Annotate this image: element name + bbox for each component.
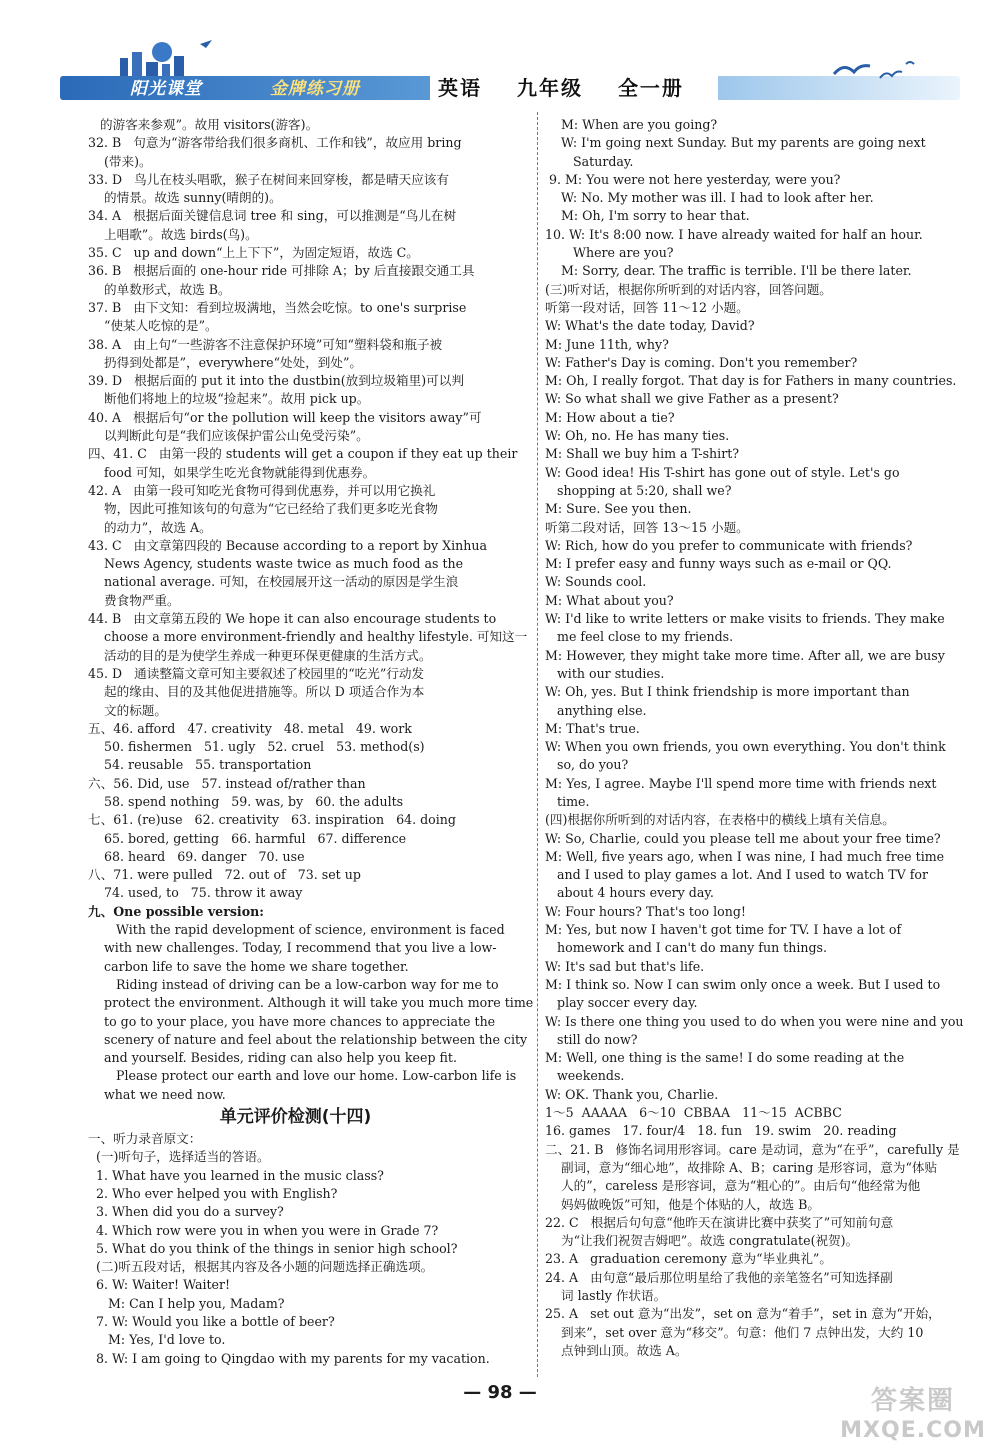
text-line: M: Well, one thing is the same! I do some reading at the [545, 1050, 905, 1066]
text-line: 16. games 17. four/4 18. fun 19. swim 20. reading [545, 1123, 897, 1139]
text-line: 65. bored, getting 66. harmful 67. difference [88, 830, 407, 846]
text-line: 42. A 由第一段可知吃光食物可得到优惠券，并可以用它换礼 [88, 482, 436, 498]
text-line: Riding instead of driving can be a low-carbon way for me to [88, 976, 499, 992]
text-line: “使某人吃惊的是”。 [88, 318, 218, 334]
text-line: 6. W: Waiter! Waiter! [88, 1277, 231, 1293]
text-line: weekends. [545, 1068, 625, 1084]
text-line: 35. C up and down“上上下下”，为固定短语，故选 C。 [88, 245, 419, 261]
text-line: M: What about you? [545, 592, 674, 608]
text-line: and I used to play games a lot. And I used to watch TV for [545, 867, 929, 883]
right-column [545, 116, 964, 1360]
text-line: about 4 hours every day. [545, 885, 714, 901]
text-line: protect the environment. Although it will take you much more time [88, 995, 534, 1011]
text-line: W: It's sad but that's life. [545, 958, 705, 974]
text-line: carbon life to save the home we share together. [88, 958, 409, 974]
text-line: M: Oh, I'm sorry to hear that. [545, 208, 750, 224]
text-line: 词 lastly 作状语。 [545, 1288, 667, 1303]
text-line: 40. A 根据后句“or the pollution will keep the visitors away”可 [88, 409, 482, 425]
text-line: W: Four hours? That's too long! [545, 903, 746, 919]
text-line: M: Sorry, dear. The traffic is terrible. I'll be there later. [545, 263, 912, 279]
text-line: 人的”，careless 是形容词，意为“粗心的”。由后句“他经常为他 [545, 1178, 921, 1194]
text-line: W: Oh, yes. But I think friendship is more important than [545, 684, 910, 700]
text-line: Saturday. [545, 153, 634, 169]
text-line: W: When you own friends, you own everything. You don't think [545, 739, 946, 755]
text-line: M: That's true. [545, 720, 640, 736]
text-line: 点钟到山顶。故选 A。 [545, 1342, 688, 1358]
text-line: 起的缘由、目的及其他促进措施等。所以 D 项适合作为本 [88, 684, 425, 700]
section-heading: 单元评价检测(十四) [219, 1107, 372, 1128]
text-line: M: Shall we buy him a T-shirt? [545, 446, 740, 462]
text-line: 54. reusable 55. transportation [88, 757, 312, 773]
text-line: what we need now. [88, 1086, 226, 1102]
text-line: 听第一段对话，回答 11～12 小题。 [545, 299, 749, 315]
text-line: 的动力”，故选 A。 [88, 519, 212, 535]
text-line: 68. heard 69. danger 70. use [88, 848, 305, 864]
text-line: M: Sure. See you then. [545, 501, 692, 517]
text-line: still do now? [545, 1031, 638, 1047]
watermark-bottom: MXQE.COM [840, 1418, 986, 1443]
text-line: 44. B 由文章第五段的 We hope it can also encourage students to [88, 611, 497, 627]
text-line: W: Father's Day is coming. Don't you remember? [545, 354, 858, 370]
text-line: 七、61. (re)use 62. creativity 63. inspiration 64. doing [88, 812, 456, 828]
text-line: W: Oh, no. He has many ties. [545, 428, 730, 444]
text-line: 副词，意为“细心地”，故排除 A、B；caring 是形容词，意为“体贴 [545, 1159, 938, 1175]
text-line: 文的标题。 [88, 702, 167, 718]
text-line: with new challenges. Today, I recommend that you live a low- [88, 940, 497, 956]
text-line: 以判断此句是“我们应该保护雷公山免受污染”。 [88, 428, 369, 444]
text-line: (四)根据你所听到的对话内容，在表格中的横线上填有关信息。 [545, 812, 895, 828]
text-line: W: So, Charlie, could you please tell me about your free time? [545, 830, 941, 846]
text-line: 38. A 由上句“一些游客不注意保护环境”可知“塑料袋和瓶子被 [88, 336, 443, 352]
text-line: (带来)。 [88, 153, 152, 169]
text-line: M: I prefer easy and funny ways such as e-mail or QQ. [545, 556, 892, 572]
text-line: M: I think so. Now I can swim only once a week. But I used to [545, 976, 941, 992]
text-line: 24. A 由句意“最后那位明星给了我他的亲笔签名”可知选择副 [545, 1269, 893, 1285]
text-line: with our studies. [545, 665, 665, 681]
watermark-logo [838, 1384, 988, 1448]
text-line: 1. What have you learned in the music class? [88, 1167, 384, 1183]
text-line: 五、46. afford 47. creativity 48. metal 49. work [88, 720, 412, 736]
text-line: News Agency, students waste twice as much food as the [88, 556, 464, 572]
text-line: M: Yes, I agree. Maybe I'll spend more time with friends next [545, 775, 937, 791]
text-line: M: When are you going? [545, 117, 718, 132]
text-line: 八、71. were pulled 72. out of 73. set up [88, 867, 361, 883]
text-line: 33. D 鸟儿在枝头唱歌，猴子在树间来回穿梭，都是晴天应该有 [88, 171, 449, 187]
text-line: 5. What do you think of the things in senior high school? [88, 1240, 458, 1256]
text-line: play soccer every day. [545, 995, 698, 1011]
text-line: 43. C 由文章第四段的 Because according to a report by Xinhua [88, 537, 487, 553]
birds-icon [830, 54, 920, 84]
page-header [60, 38, 960, 100]
text-line: 活动的目的是为使学生养成一种更环保更健康的生活方式。 [88, 647, 432, 663]
text-line: W: So what shall we give Father as a present? [545, 391, 839, 407]
text-line: 的游客来参观”。故用 visitors(游客)。 [88, 117, 319, 132]
text-line: Please protect our earth and love our home. Low-carbon life is [88, 1068, 517, 1084]
text-line: 39. D 根据后面的 put it into the dustbin(放到垃圾箱里)可以判 [88, 373, 464, 389]
text-line: 费食物严重。 [88, 592, 180, 608]
brand-subtitle: 金牌练习册 [270, 79, 360, 99]
text-line: shopping at 5:20, shall we? [545, 482, 732, 498]
text-line: W: Is there one thing you used to do when you were nine and you [545, 1013, 964, 1029]
text-line: anything else. [545, 702, 647, 718]
text-line: W: I'd like to write letters or make visits to friends. They make [545, 611, 945, 627]
text-line: M: However, they might take more time. After all, we are busy [545, 647, 945, 663]
text-line: M: Well, five years ago, when I was nine, I had much free time [545, 848, 945, 864]
subject-label: 英语 [438, 76, 482, 100]
text-line: 妈妈做晚饭”可知，他是个体贴的人，故选 B。 [545, 1196, 820, 1212]
text-line: M: How about a tie? [545, 409, 675, 425]
text-line: 7. W: Would you like a bottle of beer? [88, 1314, 335, 1329]
text-line: 36. B 根据后面的 one-hour ride 可排除 A；by 后直接跟交通工具 [88, 263, 475, 279]
text-line: 4. Which row were you in when you were in Grade 7? [88, 1222, 439, 1238]
text-line: 物，因此可推知该句的句意为“它已经给了我们更多吃光食物 [88, 501, 438, 517]
text-line: W: No. My mother was ill. I had to look after her. [545, 190, 874, 206]
text-line: (一)听句子，选择适当的答语。 [88, 1149, 270, 1165]
left-column [88, 116, 534, 1368]
text-line: 9. M: You were not here yesterday, were you? [545, 171, 841, 187]
text-line: 六、56. Did, use 57. instead of/rather than [88, 775, 366, 791]
text-line: With the rapid development of science, environment is faced [88, 922, 505, 938]
text-line: choose a more environment-friendly and healthy lifestyle. 可知这一 [88, 629, 528, 645]
watermark-top: 答案圈 [870, 1386, 955, 1416]
text-line: W: Rich, how do you prefer to communicate with friends? [545, 537, 913, 553]
text-line: 的单数形式，故选 B。 [88, 281, 231, 297]
grade-label: 九年级 [516, 76, 583, 100]
text-line: 九、One possible version: [88, 903, 264, 919]
text-line: 58. spend nothing 59. was, by 60. the adults [88, 793, 404, 809]
text-line: M: Can I help you, Madam? [88, 1295, 285, 1311]
text-line: W: Sounds cool. [545, 574, 647, 590]
text-line: 22. C 根据后句句意“他昨天在演讲比赛中获奖了”可知前句意 [545, 1214, 894, 1230]
text-line: M: Oh, I really forgot. That day is for Fathers in many countries. [545, 373, 957, 389]
text-line: 1～5 AAAAA 6～10 CBBAA 11～15 ACBBC [545, 1105, 842, 1121]
text-line: 上唱歌”。故选 birds(鸟)。 [88, 226, 258, 242]
text-line: 的情景。故选 sunny(晴朗的)。 [88, 190, 282, 206]
text-line: 50. fishermen 51. ugly 52. cruel 53. method(s) [88, 739, 425, 755]
text-line: time. [545, 793, 590, 809]
text-line: 到来”，set over 意为“移交”。句意：他们 7 点钟出发，大约 10 [545, 1324, 924, 1340]
text-line: M: Yes, I'd love to. [88, 1332, 226, 1348]
text-line: W: Good idea! His T-shirt has gone out of style. Let's go [545, 464, 900, 480]
text-line: M: June 11th, why? [545, 336, 669, 352]
text-line: W: OK. Thank you, Charlie. [545, 1086, 719, 1102]
text-line: 3. When did you do a survey? [88, 1204, 284, 1220]
text-line: W: I'm going next Sunday. But my parents are going next [545, 135, 926, 151]
text-line: food 可知，如果学生吃光食物就能得到优惠券。 [88, 464, 376, 480]
text-line: 37. B 由下文知：看到垃圾满地，当然会吃惊。to one's surprise [88, 299, 467, 315]
text-line: to go to your place, you have more chances to appreciate the [88, 1013, 496, 1029]
column-divider [537, 112, 538, 1377]
volume-label: 全一册 [617, 76, 684, 100]
text-line: (三)听对话，根据你所听到的对话内容，回答问题。 [545, 281, 832, 297]
text-line: 二、21. B 修饰名词用形容词。care 是动词，意为“在乎”，carefully 是 [545, 1141, 960, 1157]
text-line: 8. W: I am going to Qingdao with my parents for my vacation. [88, 1350, 490, 1366]
text-line: 一、听力录音原文： [88, 1131, 202, 1147]
text-line: 74. used, to 75. throw it away [88, 885, 303, 901]
text-line: 断他们将地上的垃圾“捡起来”。故用 pick up。 [88, 391, 370, 407]
text-line: homework and I can't do many fun things. [545, 940, 828, 956]
page-number: — 98 — [463, 1382, 537, 1403]
text-line: 扔得到处都是”，everywhere“处处，到处”。 [88, 354, 363, 370]
text-line: 45. D 通读整篇文章可知主要叙述了校园里的“吃光”行动发 [88, 665, 425, 681]
text-line: 四、41. C 由第一段的 students will get a coupon if they eat up their [88, 446, 518, 462]
text-line: 听第二段对话，回答 13～15 小题。 [545, 519, 749, 535]
text-line: 34. A 根据后面关键信息词 tree 和 sing，可以推测是“鸟儿在树 [88, 208, 457, 224]
text-line: national average. 可知，在校园展开这一活动的原因是学生浪 [88, 574, 459, 590]
book-meta [430, 72, 718, 101]
text-line: 为“让我们祝贺吉姆吧”。故选 congratulate(祝贺)。 [545, 1233, 859, 1249]
text-line: me feel close to my friends. [545, 629, 734, 645]
text-line: 2. Who ever helped you with English? [88, 1185, 338, 1201]
text-line: 25. A set out 意为“出发”，set on 意为“着手”，set in 意为“开始， [545, 1306, 941, 1322]
text-line: M: Yes, but now I haven't got time for TV. I have a lot of [545, 922, 902, 938]
text-line: 10. W: It's 8:00 now. I have already waited for half an hour. [545, 226, 923, 242]
text-line: scenery of nature and feel about the relationship between the city [88, 1031, 528, 1047]
text-line: 32. B 句意为“游客带给我们很多商机、工作和钱”，故应用 bring [88, 135, 462, 151]
brand-title: 阳光课堂 [130, 79, 202, 99]
text-line: so, do you? [545, 757, 629, 773]
text-line: (二)听五段对话，根据其内容及各小题的问题选择正确选项。 [88, 1259, 434, 1275]
text-line: Where are you? [545, 245, 674, 261]
text-line: W: What's the date today, David? [545, 318, 755, 334]
text-line: 23. A graduation ceremony 意为“毕业典礼”。 [545, 1251, 832, 1267]
text-line: and yourself. Besides, riding can also help you keep fit. [88, 1050, 457, 1066]
